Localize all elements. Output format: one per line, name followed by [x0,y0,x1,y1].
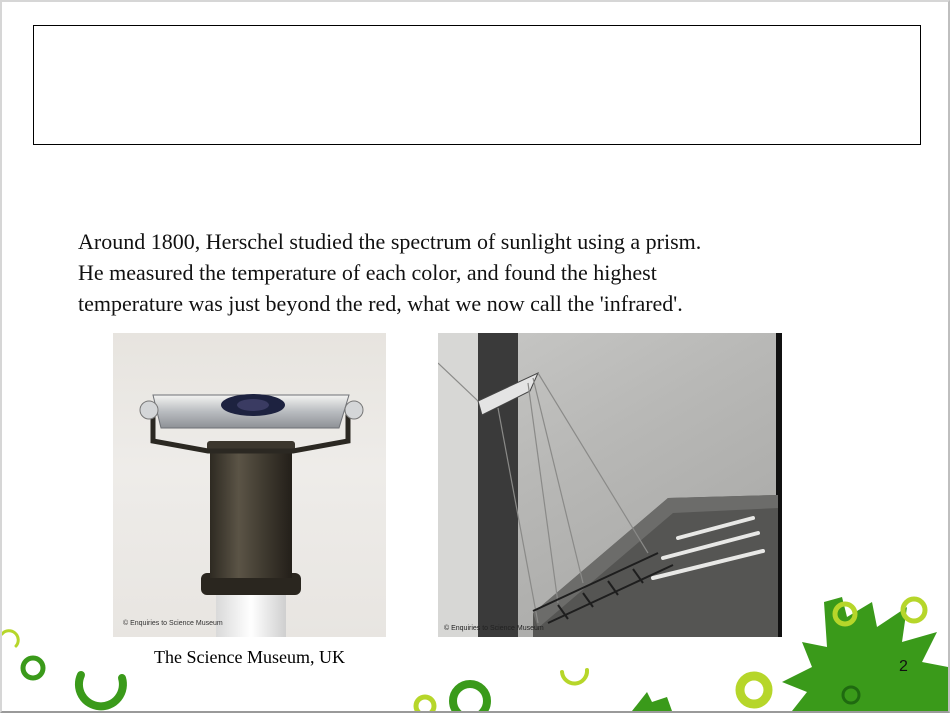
decorative-circles [2,2,948,711]
body-line: temperature was just beyond the red, what we now call the 'infrared'. [78,291,683,316]
body-line: Around 1800, Herschel studied the spectrum of sunlight using a prism. [78,229,702,254]
body-line: He measured the temperature of each color, and found the highest [78,260,657,285]
page-number: 2 [899,658,908,675]
copyright-label: © Enquiries to Science Museum [444,625,544,632]
image-caption: The Science Museum, UK [154,647,345,667]
copyright-label: © Enquiries to Science Museum [123,620,223,627]
